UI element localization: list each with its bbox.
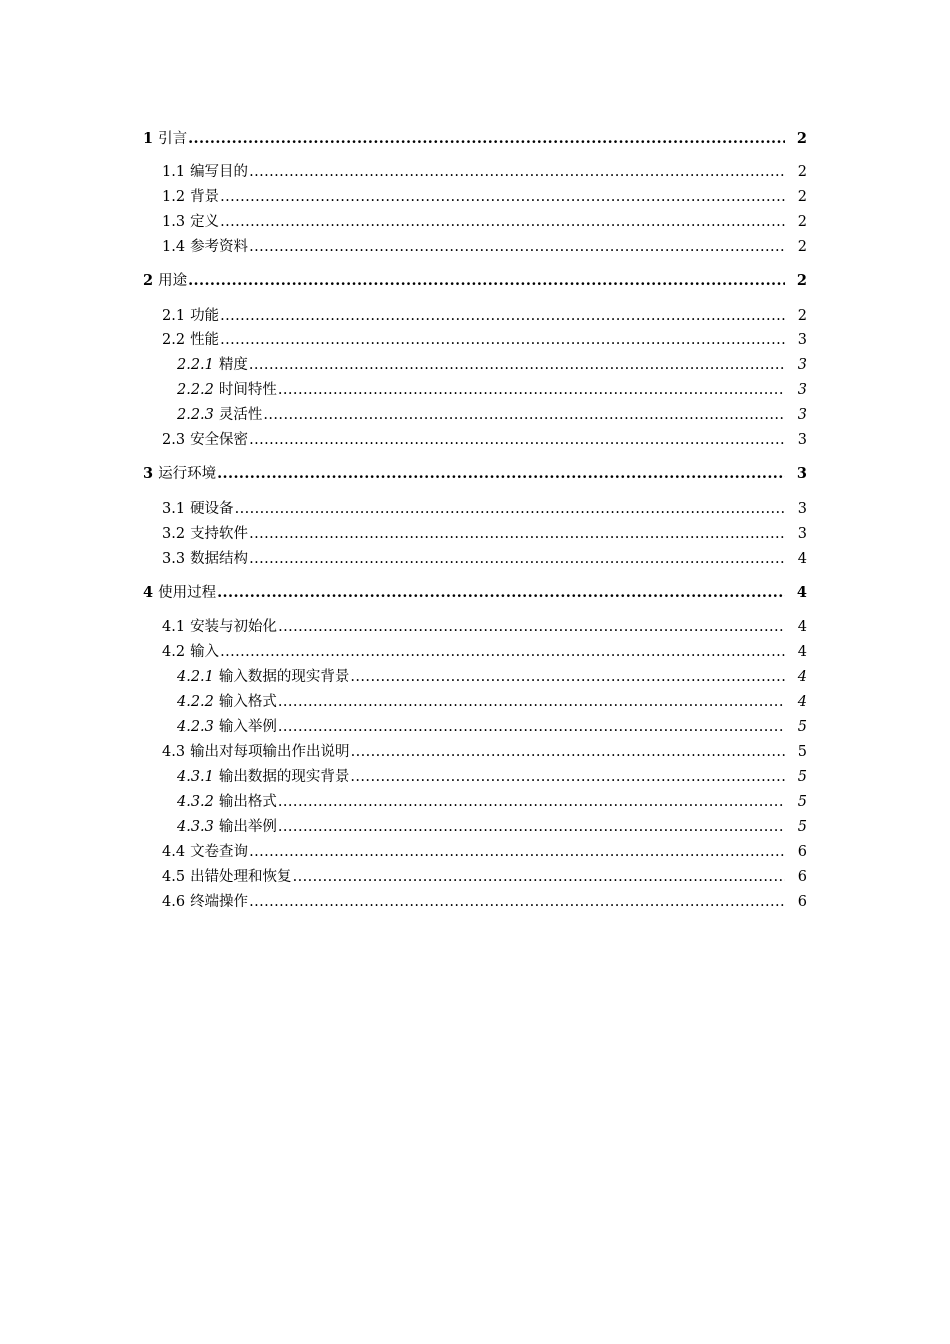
toc-entry-title: 引言	[158, 131, 188, 147]
toc-entry-title: 用途	[158, 273, 188, 289]
toc-leader-dots	[350, 666, 785, 688]
toc-entry-number: 3.2	[162, 526, 186, 542]
toc-entry[interactable]	[162, 211, 807, 233]
toc-entry-page: 2	[797, 239, 807, 255]
toc-leader-dots	[278, 791, 785, 813]
toc-entry-title: 参考资料	[190, 239, 249, 255]
toc-entry-page: 6	[797, 869, 807, 885]
toc-leader-dots	[220, 186, 785, 208]
toc-entry[interactable]	[162, 236, 807, 258]
toc-entry[interactable]	[143, 128, 807, 150]
toc-entry[interactable]	[177, 791, 807, 813]
toc-entry-page: 5	[797, 719, 807, 735]
toc-entry[interactable]	[162, 616, 807, 638]
toc-entry-page: 2	[796, 272, 807, 289]
toc-leader-dots	[220, 305, 785, 327]
toc-leader-dots	[351, 741, 785, 763]
toc-entry[interactable]	[177, 379, 807, 401]
toc-entry-page: 2	[797, 214, 807, 230]
toc-entry[interactable]	[177, 404, 807, 426]
toc-entry-number: 4.4	[162, 844, 186, 860]
toc-entry[interactable]	[177, 666, 807, 688]
toc-leader-dots	[217, 463, 785, 485]
toc-entry-number: 1.2	[162, 189, 186, 205]
toc-leader-dots	[278, 691, 785, 713]
toc-entry-number: 2.2.2	[177, 382, 214, 398]
toc-entry-page: 2	[797, 189, 807, 205]
toc-entry-number: 3	[143, 465, 154, 482]
toc-leader-dots	[278, 716, 785, 738]
toc-entry[interactable]	[162, 891, 807, 913]
toc-leader-dots	[278, 379, 785, 401]
toc-entry-page: 3	[797, 357, 807, 373]
toc-entry-title: 输出举例	[218, 819, 277, 835]
toc-entry-title: 功能	[190, 308, 220, 324]
toc-leader-dots	[249, 891, 785, 913]
toc-entry-title: 输出格式	[218, 794, 277, 810]
toc-entry[interactable]	[162, 741, 807, 763]
toc-leader-dots	[350, 766, 785, 788]
toc-entry-title: 硬设备	[190, 501, 234, 517]
toc-leader-dots	[263, 404, 785, 426]
toc-entry-page: 4	[797, 669, 807, 685]
toc-entry-title: 使用过程	[158, 585, 217, 601]
toc-entry-page: 5	[797, 744, 807, 760]
toc-entry-title: 输入	[190, 644, 220, 660]
toc-entry-number: 1	[143, 130, 154, 147]
toc-entry-number: 3.1	[162, 501, 186, 517]
toc-entry-page: 2	[796, 130, 807, 147]
toc-leader-dots	[249, 161, 785, 183]
toc-entry-title: 性能	[190, 332, 220, 348]
toc-entry[interactable]	[162, 329, 807, 351]
toc-leader-dots	[235, 498, 785, 520]
toc-entry-title: 支持软件	[190, 526, 249, 542]
toc-entry-page: 3	[796, 465, 807, 482]
toc-entry[interactable]	[162, 429, 807, 451]
toc-entry-page: 6	[797, 894, 807, 910]
toc-leader-dots	[249, 354, 785, 376]
toc-entry[interactable]	[177, 354, 807, 376]
toc-entry-page: 5	[797, 769, 807, 785]
toc-entry[interactable]	[162, 186, 807, 208]
toc-leader-dots	[249, 429, 785, 451]
toc-entry-page: 6	[797, 844, 807, 860]
toc-entry-number: 2.2.1	[177, 357, 214, 373]
toc-entry-title: 背景	[190, 189, 220, 205]
toc-entry-page: 3	[797, 432, 807, 448]
toc-entry-number: 2	[143, 272, 154, 289]
toc-entry-number: 4.2.2	[177, 694, 214, 710]
toc-entry[interactable]	[162, 305, 807, 327]
toc-entry[interactable]	[162, 866, 807, 888]
toc-entry[interactable]	[177, 691, 807, 713]
toc-entry-number: 4	[143, 584, 154, 601]
toc-entry[interactable]	[143, 463, 807, 485]
toc-leader-dots	[249, 236, 785, 258]
toc-entry-title: 灵活性	[218, 407, 263, 423]
toc-leader-dots	[220, 641, 785, 663]
toc-entry-number: 4.6	[162, 894, 186, 910]
toc-entry-number: 4.5	[162, 869, 186, 885]
toc-entry-page: 4	[796, 584, 807, 601]
toc-entry-page: 3	[797, 526, 807, 542]
toc-entry-title: 时间特性	[218, 382, 277, 398]
toc-entry-page: 4	[797, 694, 807, 710]
toc-entry-page: 5	[797, 794, 807, 810]
toc-entry-title: 输入数据的现实背景	[218, 669, 350, 685]
toc-entry-number: 1.1	[162, 164, 186, 180]
toc-leader-dots	[220, 211, 785, 233]
toc-leader-dots	[220, 329, 785, 351]
toc-entry[interactable]	[143, 582, 807, 604]
toc-entry-number: 4.1	[162, 619, 186, 635]
toc-entry-title: 数据结构	[190, 551, 249, 567]
toc-entry-page: 5	[797, 819, 807, 835]
toc-entry-number: 4.2.3	[177, 719, 214, 735]
toc-entry-title: 文卷查询	[190, 844, 249, 860]
toc-entry[interactable]	[162, 161, 807, 183]
toc-entry-title: 运行环境	[158, 466, 217, 482]
toc-entry-title: 安装与初始化	[190, 619, 278, 635]
toc-entry-title: 终端操作	[190, 894, 249, 910]
toc-entry-title: 输入格式	[218, 694, 277, 710]
toc-leader-dots	[188, 128, 785, 150]
toc-entry-title: 输出数据的现实背景	[218, 769, 350, 785]
toc-entry[interactable]	[177, 816, 807, 838]
toc-leader-dots	[278, 816, 785, 838]
toc-leader-dots	[249, 841, 785, 863]
toc-entry[interactable]	[143, 270, 807, 292]
toc-entry-page: 4	[797, 619, 807, 635]
toc-entry-page: 2	[797, 164, 807, 180]
toc-entry-title: 输入举例	[218, 719, 277, 735]
toc-entry-page: 4	[797, 644, 807, 660]
toc-entry-number: 2.2.3	[177, 407, 214, 423]
toc-leader-dots	[278, 616, 785, 638]
toc-entry[interactable]	[162, 548, 807, 570]
toc-entry[interactable]	[162, 498, 807, 520]
toc-entry-title: 安全保密	[190, 432, 249, 448]
toc-leader-dots	[249, 523, 785, 545]
toc-leader-dots	[217, 582, 785, 604]
toc-leader-dots	[249, 548, 785, 570]
toc-entry-page: 2	[797, 308, 807, 324]
toc-entry[interactable]	[162, 841, 807, 863]
toc-entry-page: 4	[797, 551, 807, 567]
toc-entry-page: 3	[797, 501, 807, 517]
toc-entry[interactable]	[162, 523, 807, 545]
toc-entry-number: 4.2	[162, 644, 186, 660]
toc-entry-title: 输出对每项输出作出说明	[190, 744, 350, 760]
toc-entry-number: 4.3.2	[177, 794, 214, 810]
toc-entry-number: 4.3	[162, 744, 186, 760]
toc-entry-number: 4.3.3	[177, 819, 214, 835]
toc-entry-page: 3	[797, 332, 807, 348]
toc-entry-title: 出错处理和恢复	[190, 869, 292, 885]
toc-entry-number: 2.2	[162, 332, 186, 348]
toc-entry-page: 3	[797, 382, 807, 398]
toc-entry-number: 4.2.1	[177, 669, 214, 685]
toc-leader-dots	[188, 270, 785, 292]
toc-entry-number: 1.4	[162, 239, 186, 255]
toc-entry-title: 精度	[218, 357, 248, 373]
toc-entry[interactable]	[162, 641, 807, 663]
toc-entry-number: 2.1	[162, 308, 186, 324]
toc-entry[interactable]	[177, 716, 807, 738]
toc-entry-number: 2.3	[162, 432, 186, 448]
toc-entry-page: 3	[797, 407, 807, 423]
toc-entry-number: 3.3	[162, 551, 186, 567]
toc-entry-title: 编写目的	[190, 164, 249, 180]
toc-entry-title: 定义	[190, 214, 220, 230]
toc-entry-number: 4.3.1	[177, 769, 214, 785]
toc-entry[interactable]	[177, 766, 807, 788]
toc-entry-number: 1.3	[162, 214, 186, 230]
toc-leader-dots	[293, 866, 785, 888]
